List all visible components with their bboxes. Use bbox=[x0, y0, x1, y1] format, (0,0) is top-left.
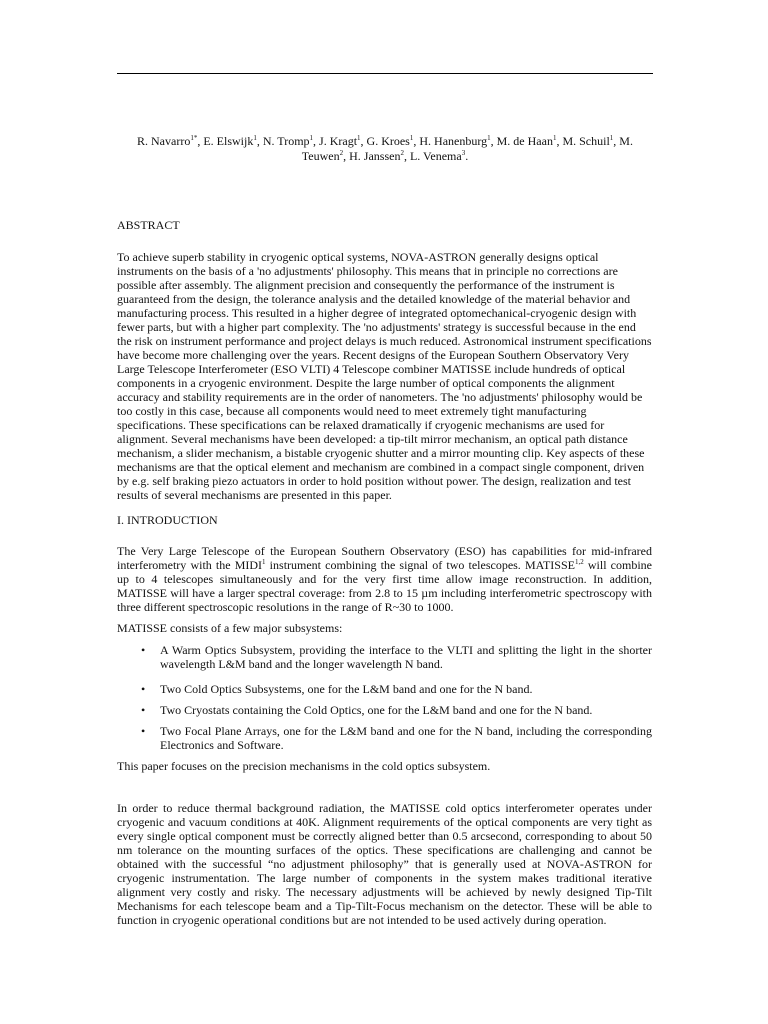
list-item-text: Two Focal Plane Arrays, one for the L&M band and one for the N band, including the corresponding Electronics and Software. bbox=[160, 724, 652, 752]
author-name: , E. Elswijk bbox=[197, 134, 254, 148]
author-affiliation: 1* bbox=[190, 134, 198, 142]
list-item-text: A Warm Optics Subsystem, providing the interface to the VLTI and splitting the light in the shorter wavelength L&M band and the longer wavelength N band. bbox=[160, 643, 652, 671]
author-line-2 bbox=[117, 149, 653, 164]
bullet-icon: • bbox=[141, 643, 146, 657]
author-name: , H. Hanenburg bbox=[413, 134, 488, 148]
header-rule bbox=[117, 73, 653, 74]
author-name: , M. Schuil bbox=[556, 134, 610, 148]
author-affiliation: 1 bbox=[357, 134, 361, 142]
author-name: , M. bbox=[613, 134, 633, 148]
author-name: , H. Janssen bbox=[343, 149, 401, 163]
intro-paragraph-1-ref-2: 1,2 bbox=[574, 558, 584, 566]
author-affiliation: 2 bbox=[400, 149, 404, 157]
author-affiliation: 3 bbox=[461, 149, 466, 157]
author-name: , L. Venema bbox=[403, 149, 462, 163]
author-name: , M. de Haan bbox=[490, 134, 553, 148]
author-affiliation: 1 bbox=[552, 134, 557, 142]
bullet-icon: • bbox=[141, 703, 146, 717]
list-item-text: Two Cryostats containing the Cold Optics, one for the L&M band and one for the N band. bbox=[160, 703, 593, 717]
abstract-heading: ABSTRACT bbox=[117, 218, 180, 232]
author-name: , J. Kragt bbox=[313, 134, 358, 148]
author-affiliation: 1 bbox=[609, 134, 614, 142]
author-name: . bbox=[465, 149, 469, 163]
intro-paragraph-1-text-b: instrument combining the signal of two telescopes. MATISSE bbox=[265, 558, 575, 572]
abstract-body: To achieve superb stability in cryogenic optical systems, NOVA-ASTRON generally designs optical instruments on the basis of a 'no adjustments' philosophy. This means that in principle no corrections are possible after assembly. The alignment precision and consequently the performance of the instrument is guaranteed from the design, the tolerance analysis and the detailed knowledge of the material behavior and manufacturing process. This resulted in a higher degree of integrated optomechanical-cryogenic design with fewer parts, but with a higher part complexity. The 'no adjustments' strategy is successful because in the end the risk on instrument performance and project delays is much reduced. Astronomical instrument specifications have become more challenging over the years. Recent designs of the European Southern Observatory Very Large Telescope Interferometer (ESO VLTI) 4 Telescope combiner MATISSE include hundreds of optical components in a cryogenic environment. Despite the large number of optical components the alignment accuracy and stability requirements are in the order of nanometers. The 'no adjustments' philosophy would be too costly in this case, because all components would need to meet extremely tight manufacturing specifications. These specifications can be relaxed dramatically if cryogenic mechanisms are used for alignment. Several mechanisms have been developed: a tip-tilt mirror mechanism, an optical path distance mechanism, a slider mechanism, a bistable cryogenic shutter and a mirror mounting clip. Key aspects of these mechanisms are that the optical element and mechanism are combined in a compact single component, driven by e.g. self braking piezo actuators in order to hold position without power. The design, realization and test results of several mechanisms are presented in this paper. bbox=[117, 250, 652, 502]
intro-paragraph-2: MATISSE consists of a few major subsystems: bbox=[117, 621, 343, 635]
author-affiliation: 1 bbox=[487, 134, 491, 142]
author-line-1 bbox=[117, 134, 653, 149]
author-name: , N. Tromp bbox=[256, 134, 310, 148]
author-affiliation: 2 bbox=[339, 149, 344, 157]
author-name: , G. Kroes bbox=[360, 134, 410, 148]
author-name: R. Navarro bbox=[137, 134, 191, 148]
list-item-text: Two Cold Optics Subsystems, one for the L&M band and one for the N band. bbox=[160, 682, 533, 696]
author-list bbox=[117, 134, 653, 164]
intro-paragraph-1 bbox=[117, 544, 652, 614]
intro-paragraph-3: This paper focuses on the precision mechanisms in the cold optics subsystem. bbox=[117, 759, 491, 773]
intro-paragraph-1-text-a: The Very Large Telescope of the European Southern Observatory (ESO) has capabilities for mid-infrared interferometry with the MIDI bbox=[117, 544, 652, 572]
intro-paragraph-4: In order to reduce thermal background radiation, the MATISSE cold optics interferometer operates under cryogenic and vacuum conditions at 40K. Alignment requirements of the optical components are very tight as every single optical component must be correctly aligned better than 0.5 arcsecond, corresponding to about 50 nm tolerance on the mounting surfaces of the optics. These specifications are challenging and cannot be obtained with the successful “no adjustment philosophy” that is generally used at NOVA-ASTRON for cryogenic instrumentation. The large number of components in the system makes traditional iterative alignment very costly and risky. The necessary adjustments will be achieved by newly designed Tip-Tilt Mechanisms for each telescope beam and a Tip-Tilt-Focus mechanism on the detector. These will be able to function in cryogenic operational conditions but are not intended to be used actively during operation. bbox=[117, 801, 652, 927]
author-affiliation: 1 bbox=[309, 134, 314, 142]
author-affiliation: 1 bbox=[409, 134, 414, 142]
intro-paragraph-1-ref-1: 1 bbox=[262, 558, 266, 566]
bullet-icon: • bbox=[141, 682, 146, 696]
bullet-icon: • bbox=[141, 724, 146, 738]
introduction-heading: I. INTRODUCTION bbox=[117, 513, 218, 527]
author-name: Teuwen bbox=[301, 149, 340, 163]
author-affiliation: 1 bbox=[253, 134, 257, 142]
intro-paragraph-1-text-c: will combine up to 4 telescopes simultaneously and for the very first time allow image reconstruction. In addition, MATISSE will have a larger spectral coverage: from 2.8 to 15 µm including interferometric spectroscopy with three different spectroscopic resolutions in the range of R~30 to 1000. bbox=[117, 558, 652, 614]
